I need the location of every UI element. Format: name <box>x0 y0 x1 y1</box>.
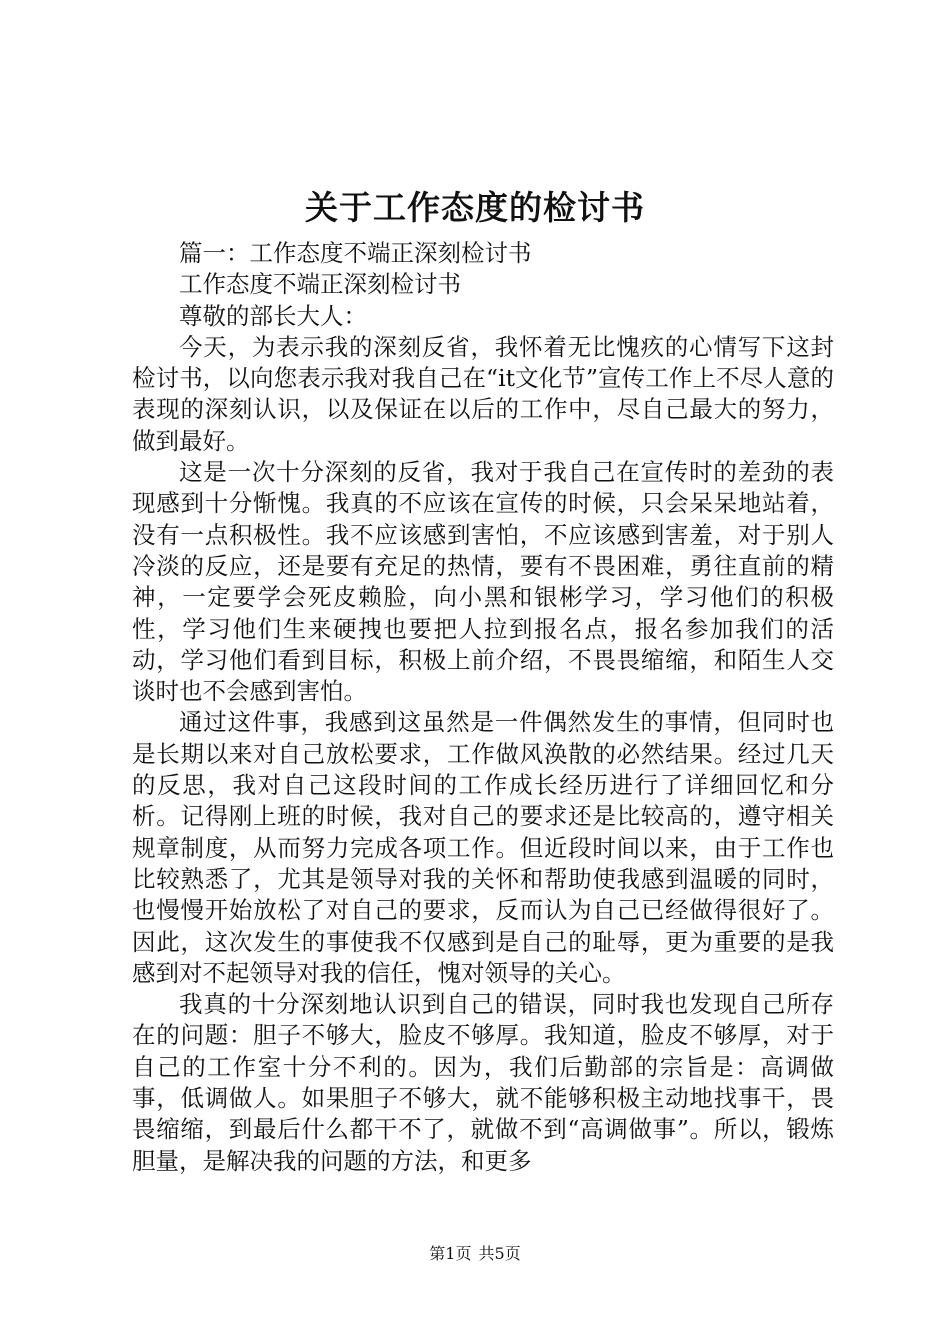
paragraph-body: 今天，为表示我的深刻反省，我怀着无比愧疚的心情写下这封检讨书，以向您表示我对我自己在“it文化节”宣传工作上不尽人意的表现的深刻认识，以及保证在以后的工作中，尽自己最大的努力，做到最好。 <box>132 332 834 455</box>
page-footer <box>0 1243 950 1265</box>
paragraph-body: 这是一次十分深刻的反省，我对于我自己在宣传时的差劲的表现感到十分惭愧。我真的不应该在宣传的时候，只会呆呆地站着，没有一点积极性。我不应该感到害怕，不应该感到害羞，对于别人冷淡的反应，还是要有充足的热情，要有不畏困难，勇往直前的精神，一定要学会死皮赖脸，向小黑和银彬学习，学习他们的积极性，学习他们生来硬拽也要把人拉到报名点，报名参加我们的活动，学习他们看到目标，积极上前介绍，不畏畏缩缩，和陌生人交谈时也不会感到害怕。 <box>132 458 834 706</box>
paragraph-subtitle: 工作态度不端正深刻检讨书 <box>179 270 461 299</box>
paragraph-body: 我真的十分深刻地认识到自己的错误，同时我也发现自己所存在的问题：胆子不够大，脸皮不够厚。我知道，脸皮不够厚，对于自己的工作室十分不利的。因为，我们后勤部的宗旨是：高调做事，低调做人。如果胆子不够大，就不能够积极主动地找事干，畏畏缩缩，到最后什么都干不了，就做不到“高调做事”。所以，锻炼胆量，是解决我的问题的方法，和更多 <box>132 990 834 1175</box>
page-number: 第1页 <box>429 1244 472 1263</box>
page-total: 共5页 <box>478 1244 521 1263</box>
paragraph-body: 通过这件事，我感到这虽然是一件偶然发生的事情，但同时也是长期以来对自己放松要求，工作做风涣散的必然结果。经过几天的反思，我对自己这段时间的工作成长经历进行了详细回忆和分析。记得刚上班的时候，我对自己的要求还是比较高的，遵守相关规章制度，从而努力完成各项工作。但近段时间以来，由于工作也比较熟悉了，尤其是领导对我的关怀和帮助使我感到温暖的同时，也慢慢开始放松了对自己的要求，反而认为自己已经做得很好了。因此，这次发生的事使我不仅感到是自己的耻辱，更为重要的是我感到对不起领导对我的信任，愧对领导的关心。 <box>132 708 834 987</box>
document-title: 关于工作态度的检讨书 <box>305 188 645 227</box>
paragraph-section-heading: 篇一：工作态度不端正深刻检讨书 <box>179 239 532 267</box>
document-body <box>132 238 834 1177</box>
paragraph-salutation: 尊敬的部长大人： <box>179 301 367 330</box>
